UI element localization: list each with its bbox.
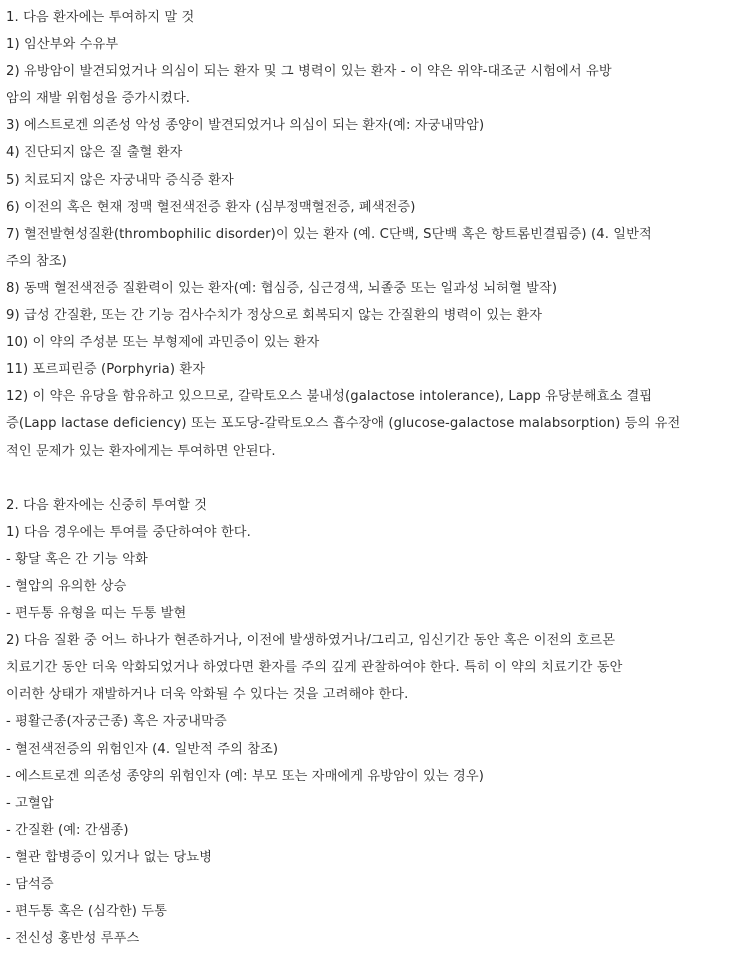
list-item-continued: 적인 문제가 있는 환자에게는 투여하면 안된다. [6,443,276,459]
list-item: 7) 혈전발현성질환(thrombophilic disorder)이 있는 환자 (예. C단백, S단백 혹은 항트롬빈결핍증) (4. 일반적 [6,226,652,242]
bullet-item: - 편두통 혹은 (심각한) 두통 [6,904,167,920]
list-item: 1) 임산부와 수유부 [6,37,119,53]
list-item: 1) 다음 경우에는 투여를 중단하여야 한다. [6,524,251,540]
bullet-item: - 편두통 유형을 띠는 두통 발현 [6,606,187,622]
list-item: 10) 이 약의 주성분 또는 부형제에 과민증이 있는 환자 [6,335,320,351]
list-item-continued: 암의 재발 위험성을 증가시켰다. [6,91,191,107]
list-item: 8) 동맥 혈전색전증 질환력이 있는 환자(예: 협심증, 심근경색, 뇌졸중 또는 일과성 뇌허혈 발작) [6,280,558,296]
list-item: 5) 치료되지 않은 자궁내막 증식증 환자 [6,172,234,188]
bullet-item: - 혈압의 유의한 상승 [6,578,127,594]
list-item: 9) 급성 간질환, 또는 간 기능 검사수치가 정상으로 회복되지 않는 간질환의 병력이 있는 환자 [6,308,543,324]
bullet-item: - 간질환 (예: 간샘종) [6,822,129,838]
list-item: 12) 이 약은 유당을 함유하고 있으므로, 갈락토오스 불내성(galactose intolerance), Lapp 유당분해효소 결핍 [6,389,653,405]
list-item-continued: 증(Lapp lactase deficiency) 또는 포도당-갈락토오스 흡수장애 (glucose-galactose malabsorption) 등의 유전 [6,416,681,432]
list-item: 6) 이전의 혹은 현재 정맥 혈전색전증 환자 (심부정맥혈전증, 폐색전증) [6,199,416,215]
bullet-item: - 평활근종(자궁근종) 혹은 자궁내막증 [6,714,227,730]
section-spacer [6,465,744,492]
list-item: 2) 유방암이 발견되었거나 의심이 되는 환자 및 그 병력이 있는 환자 - 이 약은 위약-대조군 시험에서 유방 [6,64,612,80]
list-item-continued: 주의 참조) [6,253,67,269]
list-item: 2) 다음 질환 중 어느 하나가 현존하거나, 이전에 발생하였거나/그리고, 임신기간 동안 혹은 이전의 호르몬 [6,633,616,649]
section-heading: 1. 다음 환자에는 투여하지 말 것 [6,10,195,25]
section-precautions [6,492,744,953]
list-item: 11) 포르피린증 (Porphyria) 환자 [6,362,206,378]
bullet-item: - 혈관 합병증이 있거나 없는 당뇨병 [6,849,213,865]
section-heading: 2. 다음 환자에는 신중히 투여할 것 [6,497,208,513]
bullet-item: - 혈전색전증의 위험인자 (4. 일반적 주의 참조) [6,741,279,757]
list-item-continued: 치료기간 동안 더욱 악화되었거나 하였다면 환자를 주의 깊게 관찰하여야 한다. 특히 이 약의 치료기간 동안 [6,660,623,676]
bullet-item: - 담석증 [6,877,54,892]
document-body [6,4,744,952]
list-item-continued: 이러한 상태가 재발하거나 더욱 악화될 수 있다는 것을 고려해야 한다. [6,687,409,703]
list-item: 4) 진단되지 않은 질 출혈 환자 [6,145,183,161]
bullet-item: - 황달 혹은 간 기능 악화 [6,551,148,567]
list-item: 3) 에스트로겐 의존성 악성 종양이 발견되었거나 의심이 되는 환자(예: 자궁내막암) [6,118,485,134]
bullet-item: - 고혈압 [6,795,54,811]
bullet-item: - 전신성 홍반성 루푸스 [6,931,140,947]
section-contraindications [6,4,744,465]
bullet-item: - 에스트로겐 의존성 종양의 위험인자 (예: 부모 또는 자매에게 유방암이 있는 경우) [6,768,484,784]
